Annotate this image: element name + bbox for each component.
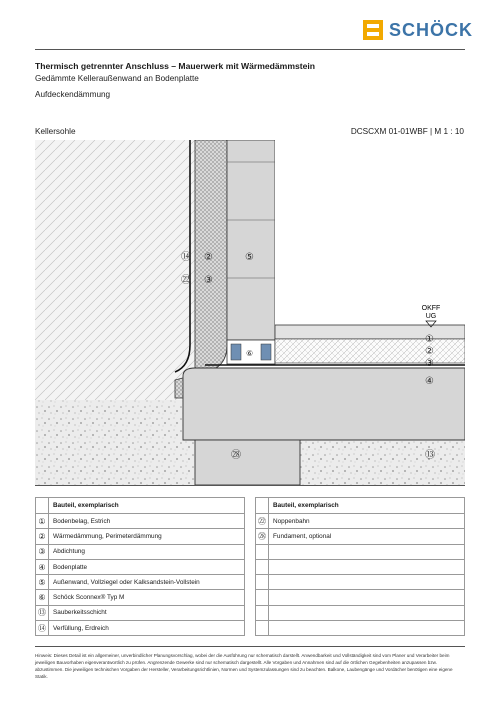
legend-label: Außenwand, Vollziegel oder Kalksandstein-Vollstein: [49, 575, 245, 590]
legend-label: Wärmedämmung, Perimeterdämmung: [49, 529, 245, 544]
legend-label: [269, 575, 465, 590]
legend-label: [269, 544, 465, 559]
legend-label: Abdichtung: [49, 544, 245, 559]
tag-3-floor: ③: [425, 358, 434, 369]
tag-13: ⑬: [425, 450, 435, 461]
legend-num: [256, 605, 269, 620]
tag-2-floor: ②: [425, 346, 434, 357]
legend-num: ⑭: [36, 621, 49, 636]
legend-num: ㉒: [256, 514, 269, 529]
legend-label: Schöck Sconnex® Typ M: [49, 590, 245, 605]
detail-subtitle-1: Gedämmte Kelleraußenwand an Bodenplatte: [35, 74, 199, 83]
detail-title: Thermisch getrennter Anschluss – Mauerwerk mit Wärmedämmstein: [35, 61, 316, 71]
legend-table-left: [35, 497, 245, 636]
legend-num: ⑬: [36, 605, 49, 620]
legend-label: Bodenplatte: [49, 559, 245, 574]
tag-14: ⑭: [181, 252, 191, 263]
legend-label: [269, 621, 465, 636]
tag-28: ㉘: [231, 450, 241, 461]
tag-22: ㉒: [181, 275, 191, 286]
tag-2-wall: ②: [204, 252, 213, 263]
legend-num: ③: [36, 544, 49, 559]
legend-num: [256, 590, 269, 605]
level-label-ug: UG: [425, 313, 437, 320]
legend-num: [256, 575, 269, 590]
tag-6: ⑥: [246, 349, 254, 358]
legend-num: ⑤: [36, 575, 49, 590]
legend-label: Verfüllung, Erdreich: [49, 621, 245, 636]
tag-3-wall: ③: [204, 275, 213, 286]
exterior-wall: [227, 140, 275, 340]
legend-label: Fundament, optional: [269, 529, 465, 544]
logo-mark-icon: [363, 20, 383, 40]
logo-text: SCHÖCK: [389, 19, 474, 40]
level-label-okff: OKFF: [421, 305, 441, 312]
footer-rule: [35, 646, 465, 647]
detail-subtitle-3: Kellersohle: [35, 127, 76, 136]
header-rule-top: [35, 49, 465, 50]
legend-num: ①: [36, 514, 49, 529]
legend-num: [256, 544, 269, 559]
legend-num: ②: [36, 529, 49, 544]
legend-label: Sauberkeitsschicht: [49, 605, 245, 620]
detail-subtitle-2: Aufdeckendämmung: [35, 90, 111, 99]
legend-num: ㉘: [256, 529, 269, 544]
foundation: [195, 440, 300, 485]
legend-table-right: [255, 497, 465, 636]
tag-4: ④: [425, 376, 434, 387]
legend-num: ⑥: [36, 590, 49, 605]
legend-num: [256, 559, 269, 574]
section-drawing: [35, 140, 465, 485]
screed-layer: [275, 325, 465, 339]
disclaimer-note: Hinweis: Dieses Detail ist ein allgemeiner, unverbindlicher Planungsvorschlag, wobei der die Ausführung nur schematisch darstellt. Anwendbarkeit und Vollständigkeit sind vom Planer und Verarbeiter beim jeweiligen Bauvorhaben eigenverantwortlich zu prüfen. Angrenzende Gewerke sind nur schematisch dargestellt. Alle Vorgaben und Annahmen sind auf die örtlichen Gegebenheiten anzupassen bzw. abzustimmen. Die jeweiligen technischen Vorgaben der Hersteller, Verarbeitungsrichtlinien, Normen und Systemzulassungen sind zu beachten. Balkone, Laubengänge und Vordächer benötigen eine eigene Statik.: [35, 653, 453, 679]
legend-num: ④: [36, 559, 49, 574]
legend-left-heading: Bauteil, exemplarisch: [49, 498, 245, 514]
floor-insulation: [275, 339, 465, 363]
legend-right-heading: Bauteil, exemplarisch: [269, 498, 465, 514]
legend-label: [269, 605, 465, 620]
tag-5: ⑤: [245, 252, 254, 263]
legend-label: Bodenbelag, Estrich: [49, 514, 245, 529]
legend-label: [269, 590, 465, 605]
base-slab: [183, 368, 465, 440]
legend-label: Noppenbahn: [269, 514, 465, 529]
legend-label: [269, 559, 465, 574]
tag-1: ①: [425, 334, 434, 345]
detail-code-scale: DCSCXM 01-01WBF | M 1 : 10: [350, 127, 464, 136]
drawing-rule-bottom: [35, 485, 465, 486]
schoeck-logo: [363, 19, 473, 41]
interior-space: [275, 140, 465, 325]
legend-num: [256, 621, 269, 636]
soil-backfill: [35, 140, 195, 440]
